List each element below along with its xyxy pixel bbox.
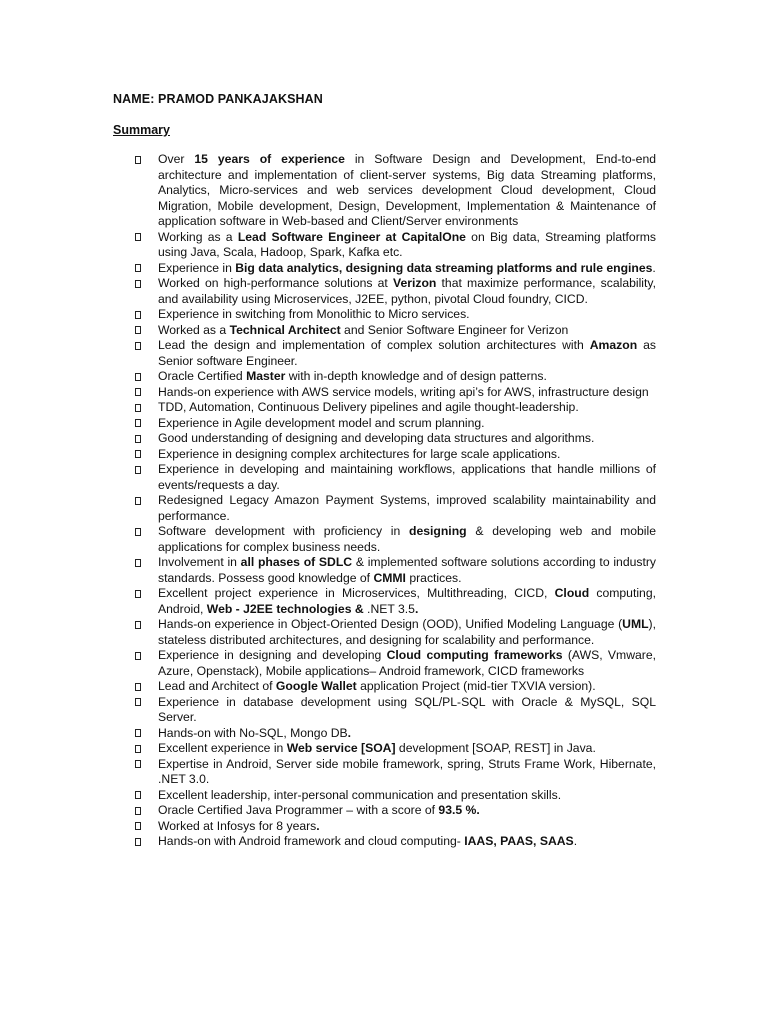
square-bullet-icon xyxy=(135,683,141,691)
square-bullet-icon xyxy=(135,404,141,412)
item-text: Experience in designing and developing xyxy=(158,648,387,662)
summary-item xyxy=(0,416,656,432)
summary-item xyxy=(0,307,656,323)
item-text: on Big data, Streaming platforms using Java, Scala, Hadoop, Spark, Kafka etc. xyxy=(158,229,657,259)
square-bullet-icon xyxy=(135,822,141,830)
square-bullet-icon xyxy=(135,450,141,458)
summary-item xyxy=(0,726,656,742)
bold-text: Web service [SOA] xyxy=(286,741,396,755)
bold-text: 15 years of experience xyxy=(194,152,345,166)
item-text: & developing web and mobile applications for complex business needs. xyxy=(158,524,656,554)
summary-item xyxy=(0,385,656,401)
square-bullet-icon xyxy=(135,838,141,846)
item-text: computing, Android, xyxy=(158,586,656,616)
item-text: Worked as a xyxy=(158,322,230,337)
summary-item xyxy=(0,648,656,679)
item-text: Hands-on experience with AWS service models, writing api’s for AWS, infrastructure design xyxy=(158,384,649,399)
summary-item xyxy=(0,447,656,463)
square-bullet-icon xyxy=(135,156,141,164)
summary-item xyxy=(0,679,656,695)
summary-item xyxy=(0,152,656,230)
summary-item xyxy=(0,431,656,447)
summary-item xyxy=(0,788,656,804)
square-bullet-icon xyxy=(135,621,141,629)
item-text: TDD, Automation, Continuous Delivery pipelines and agile thought-leadership. xyxy=(158,400,579,414)
summary-item xyxy=(0,819,656,835)
square-bullet-icon xyxy=(135,233,141,241)
item-text: Hands-on with Android framework and cloud computing- xyxy=(158,834,465,848)
item-text: Working as a xyxy=(158,229,238,244)
summary-item xyxy=(0,493,656,524)
item-text: Lead the design and implementation of complex solution architectures with xyxy=(158,338,590,352)
item-text: .NET 3.5 xyxy=(363,601,415,616)
square-bullet-icon xyxy=(135,729,141,737)
item-text: ), stateless distributed architectures, and designing for scalability and performance. xyxy=(158,617,656,647)
item-text: as Senior software Engineer. xyxy=(158,338,656,368)
bold-text: Amazon xyxy=(589,338,638,352)
square-bullet-icon xyxy=(135,388,141,396)
item-text: Experience in switching from Monolithic to Micro services. xyxy=(158,307,470,321)
item-text: Experience in Agile development model and scrum planning. xyxy=(158,415,485,430)
square-bullet-icon xyxy=(135,342,141,350)
item-text: Lead and Architect of xyxy=(158,679,276,693)
square-bullet-icon xyxy=(135,559,141,567)
summary-item xyxy=(0,586,656,617)
item-text: (AWS, Vmware, Azure, Openstack), Mobile applications– Android framework, CICD frameworks xyxy=(158,648,657,678)
bold-text: Cloud xyxy=(554,586,590,600)
bold-text: Lead Software Engineer at CapitalOne xyxy=(237,229,466,244)
item-text: . xyxy=(652,260,656,275)
bold-text: Technical Architect xyxy=(229,322,341,337)
item-text: Redesigned Legacy Amazon Payment Systems, improved scalability maintainability and performance. xyxy=(158,493,656,523)
summary-item xyxy=(0,369,656,385)
square-bullet-icon xyxy=(135,326,141,334)
bold-text: . xyxy=(347,725,352,740)
square-bullet-icon xyxy=(135,528,141,536)
square-bullet-icon xyxy=(135,419,141,427)
bold-text: Big data analytics, designing data streaming platforms and rule engines xyxy=(235,260,653,275)
square-bullet-icon xyxy=(135,760,141,768)
item-text: Oracle Certified Java Programmer – with a score of xyxy=(158,803,439,817)
item-text: in Software Design and Development, End-to-end architecture and implementation of client-server systems, Big data Streaming platforms, Analytics, Micro-services and web services development Cloud development, Cloud Migration, Mobile development, Design, Development, Implementation & Maintenance of application software in Web-based and Client/Server environments xyxy=(158,152,657,228)
item-text: Oracle Certified xyxy=(158,369,247,383)
item-text: that maximize performance, scalability, and availability using Microservices, J2EE, python, pivotal Cloud foundry, CICD. xyxy=(158,276,656,306)
item-text: Excellent leadership, inter-personal communication and presentation skills. xyxy=(158,787,562,802)
square-bullet-icon xyxy=(135,807,141,815)
bold-text: all phases of SDLC xyxy=(240,555,353,569)
summary-list xyxy=(0,152,768,850)
section-title-summary: Summary xyxy=(113,123,170,137)
summary-item xyxy=(0,323,656,339)
bold-text: . xyxy=(316,818,320,833)
bold-text: Web - J2EE technologies & xyxy=(206,601,364,616)
item-text: Hands-on experience in Object-Oriented Design (OOD), Unified Modeling Language ( xyxy=(158,617,623,631)
item-text: Software development with proficiency in xyxy=(158,524,410,538)
summary-item xyxy=(0,261,656,277)
item-text: Worked at Infosys for 8 years xyxy=(158,818,317,833)
item-text: Experience in designing complex architectures for large scale applications. xyxy=(158,446,561,461)
square-bullet-icon xyxy=(135,311,141,319)
bold-text: designing xyxy=(409,524,467,538)
summary-item xyxy=(0,276,656,307)
summary-item xyxy=(0,338,656,369)
summary-item xyxy=(0,741,656,757)
bold-text: Google Wallet xyxy=(275,679,357,693)
square-bullet-icon xyxy=(135,466,141,474)
summary-item xyxy=(0,834,656,850)
bold-text: Master xyxy=(246,369,286,383)
square-bullet-icon xyxy=(135,652,141,660)
summary-item xyxy=(0,757,656,788)
square-bullet-icon xyxy=(135,745,141,753)
item-text: . xyxy=(573,834,578,848)
item-text: Expertise in Android, Server side mobile framework, spring, Struts Frame Work, Hibernate, .NET 3.0. xyxy=(158,756,656,786)
item-text: practices. xyxy=(405,570,462,585)
summary-item xyxy=(0,524,656,555)
summary-item xyxy=(0,230,656,261)
item-text: Hands-on with No-SQL, Mongo DB xyxy=(158,725,348,740)
bold-text: UML xyxy=(622,617,649,631)
item-text: Over xyxy=(158,152,195,166)
item-text: development [SOAP, REST] in Java. xyxy=(395,741,596,755)
item-text: and Senior Software Engineer for Verizon xyxy=(340,322,569,337)
bold-text: Cloud computing frameworks xyxy=(386,648,563,662)
bold-text: IAAS, PAAS, SAAS xyxy=(464,834,574,848)
item-text: Experience in database development using SQL/PL-SQL with Oracle & MySQL, SQL Server. xyxy=(158,694,656,724)
bold-text: . xyxy=(414,601,419,616)
summary-item xyxy=(0,803,656,819)
summary-item xyxy=(0,462,656,493)
item-text: Involvement in xyxy=(158,555,241,569)
square-bullet-icon xyxy=(135,435,141,443)
item-text: Excellent experience in xyxy=(158,741,287,755)
square-bullet-icon xyxy=(135,280,141,288)
item-text: & implemented software solutions according to industry standards. Possess good knowledge of xyxy=(158,555,657,585)
item-text: application Project (mid-tier TXVIA version). xyxy=(356,679,596,693)
item-text: Worked on high-performance solutions at xyxy=(158,276,393,290)
square-bullet-icon xyxy=(135,698,141,706)
square-bullet-icon xyxy=(135,497,141,505)
bold-text: Verizon xyxy=(393,276,437,290)
bold-text: 93.5 %. xyxy=(438,803,480,817)
square-bullet-icon xyxy=(135,791,141,799)
square-bullet-icon xyxy=(135,373,141,381)
item-text: Experience in developing and maintaining workflows, applications that handle millions of events/requests a day. xyxy=(158,462,656,492)
item-text: Good understanding of designing and developing data structures and algorithms. xyxy=(158,431,595,445)
summary-item xyxy=(0,555,656,586)
item-text: with in-depth knowledge and of design patterns. xyxy=(285,369,547,383)
summary-item xyxy=(0,400,656,416)
summary-item xyxy=(0,695,656,726)
bold-text: CMMI xyxy=(373,570,406,585)
item-text: Experience in xyxy=(158,260,236,275)
summary-item xyxy=(0,617,656,648)
item-text: Excellent project experience in Microservices, Multithreading, CICD, xyxy=(158,586,555,600)
candidate-name: NAME: PRAMOD PANKAJAKSHAN xyxy=(113,92,323,106)
square-bullet-icon xyxy=(135,590,141,598)
square-bullet-icon xyxy=(135,264,141,272)
